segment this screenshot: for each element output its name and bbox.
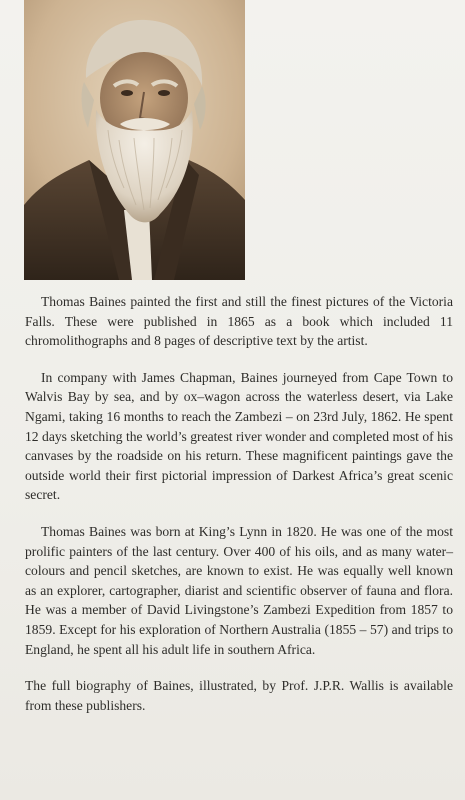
paragraph-publisher-note: The full biography of Baines, illustrated, by Prof. J.P.R. Wallis is available from these publishers. — [25, 678, 453, 713]
paragraph-biography: Thomas Baines was born at King’s Lynn in 1820. He was one of the most prolific painters of the last century. Over 400 of his oils, and as many water–colours and pencil sketches, are known to exist. He was equally well known as an explorer, cartographer, diarist and scientific observer of fauna and flora. He was a member of David Livingstone’s Zambezi Expedition from 1857 to 1859. Except for his exploration of Northern Australia (1855 – 57) and trips to England, he spent all his adult life in southern Africa. — [25, 523, 453, 657]
paragraph-journey: In company with James Chapman, Baines journeyed from Cape Town to Walvis Bay by sea, and by ox–wagon across the waterless desert, via Lake Ngami, taking 16 months to reach the Zambezi – on 23rd July, 1862. He spent 12 days sketching the world’s greatest river wonder and completed most of his canvases by the roadside on his return. These magnificent paintings gave the outside world their first pictorial impression of Darkest Africa’s great scenic secret. — [25, 369, 453, 503]
article-text — [25, 292, 453, 715]
portrait-image — [24, 0, 245, 280]
paragraph-intro: Thomas Baines painted the first and still the finest pictures of the Victoria Falls. These were published in 1865 as a book which included 11 chromolithographs and 8 pages of descriptive text by the artist. — [25, 294, 453, 349]
portrait-photo — [24, 0, 245, 280]
